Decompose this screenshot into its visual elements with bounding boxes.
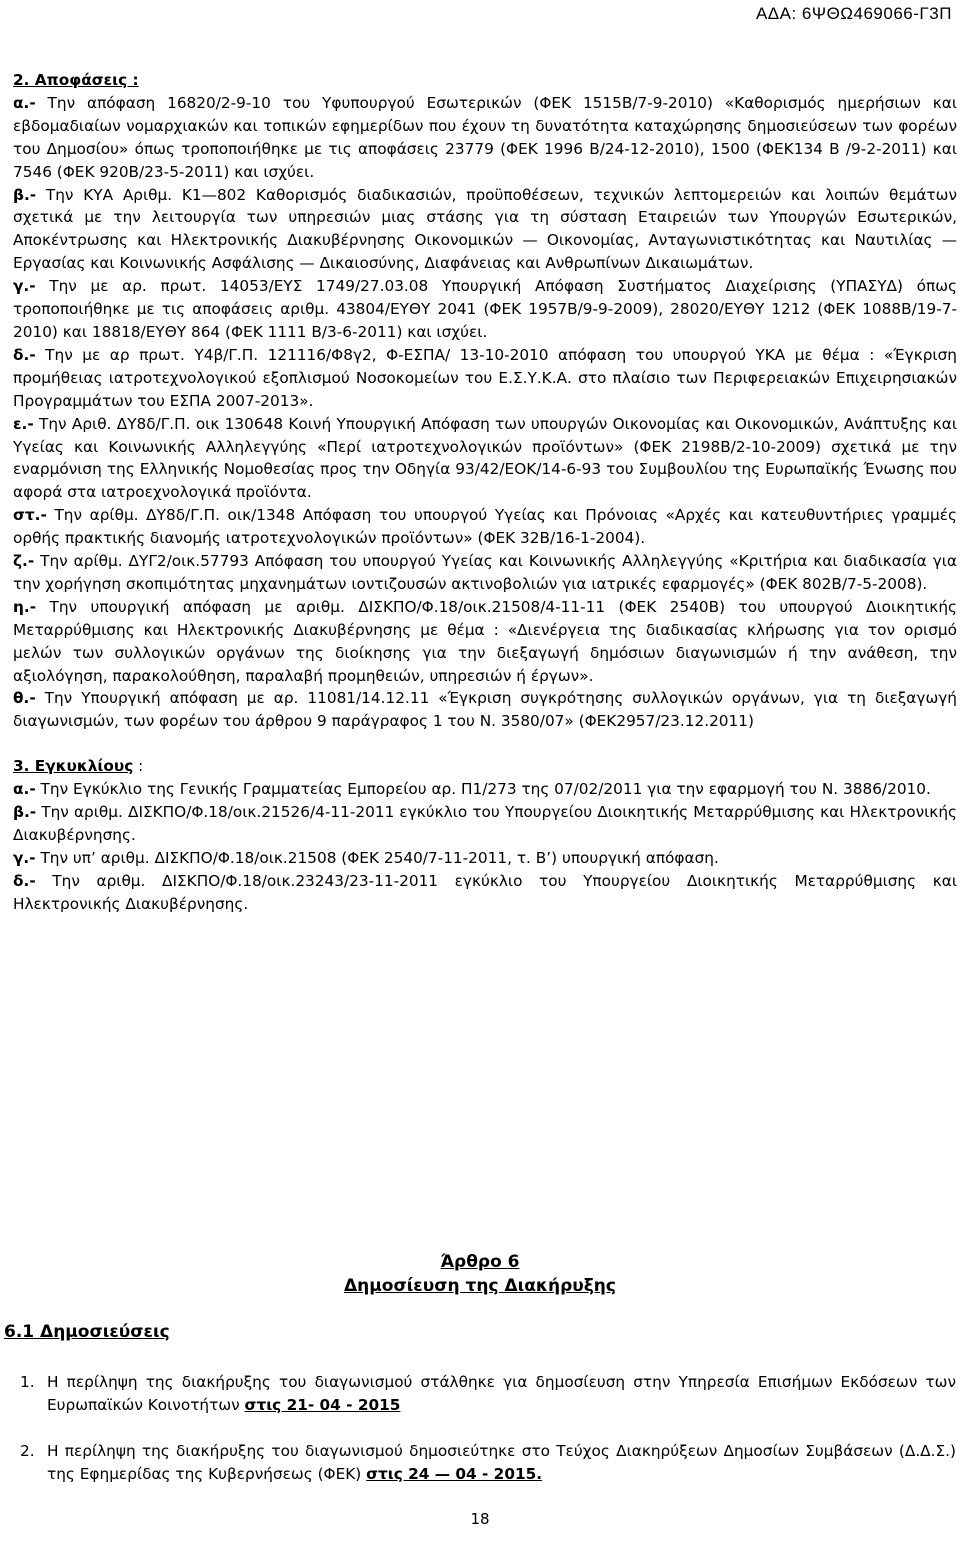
decision-st: στ.- Την αρίθμ. ΔΥ8δ/Γ.Π. οικ/1348 Απόφαση του υπουργού Υγείας και Πρόνοιας «Αρχές και κατευθυντήριες γραμμές ορθής πρακτικής διανομής ιατροτεχνολογικών προϊόντων» (ΦΕΚ 32Β/16-1-2004). [13, 506, 957, 548]
decision-e: ε.- Την Αριθ. ΔΥ8δ/Γ.Π. οικ 130648 Κοινή Υπουργική Απόφαση των υπουργών Οικονομίας και Οικονομικών, Ανάπτυξης και Υγείας και Κοινωνικής Αλληλεγγύης «Περί ιατροτεχνολογικών προϊόντων» (ΦΕΚ 2198Β/2-10-2009) σχετικά με την εναρμόνιση της Ελληνικής Νομοθεσίας προς την Οδηγία 93/42/ΕΟΚ/14-6-93 του Συμβουλίου της Ευρωπαϊκής Ένωσης που αφορά στα ιατροεχνολογικά προϊόντα. [13, 414, 957, 502]
decision-th: θ.- Την Υπουργική απόφαση με αρ. 11081/14.12.11 «Έγκριση συγκρότησης συλλογικών οργάνων, για τη διεξαγωγή διαγωνισμών, των φορέων του άρθρου 9 παράγραφος 1 του Ν. 3580/07» (ΦΕΚ2957/23.12.2011) [13, 689, 957, 731]
circular-a: α.- Την Εγκύκλιο της Γενικής Γραμματείας Εμπορείου αρ. Π1/273 της 07/02/2011 για την εφαρμογή του Ν. 3886/2010. [13, 780, 931, 799]
decision-d: δ.- Την με αρ πρωτ. Υ4β/Γ.Π. 121116/Φ8γ2, Φ-ΕΣΠΑ/ 13-10-2010 απόφαση του υπουργού ΥΚΑ με θέμα : «Έγκριση προμήθειας ιατροτεχνολογικού εξοπλισμού Νοσοκομείων του Ε.Σ.Υ.Κ.Α. στο πλαίσιο των Περιφερειακών Επιχειρησιακών Προγραμμάτων του ΕΣΠΑ 2007-2013». [13, 345, 957, 410]
publication-item-1 [20, 1371, 956, 1417]
decision-a: α.- Την απόφαση 16820/2-9-10 του Υφυπουργού Εσωτερικών (ΦΕΚ 1515Β/7-9-2010) «Καθορισμός ημερήσιων και εβδομαδιαίων νομαρχιακών και τοπικών εφημερίδων που έχουν τη δυνατότητα καταχώρησης δημοσιεύσεων των φορέων του Δημοσίου» όπως τροποποιήθηκε με τις αποφάσεις 23779 (ΦΕΚ 1996 Β/24-12-2010), 1500 (ΦΕΚ134 Β /9-2-2011) και 7546 (ΦΕΚ 920Β/23-5-2011) και ισχύει. [13, 93, 957, 181]
section-6-1-title: 6.1 Δημοσιεύσεις [4, 1322, 170, 1342]
decisions-heading: 2. Αποφάσεις : [13, 71, 139, 89]
decision-h: η.- Την υπουργική απόφαση με αριθμ. ΔΙΣΚΠΟ/Φ.18/οικ.21508/4-11-11 (ΦΕΚ 2540Β) του υπουργού Διοικητικής Μεταρρύθμισης και Ηλεκτρονικής Διακυβέρνησης με θέμα : «Διενέργεια της διαδικασίας κλήρωσης για τον ορισμό μελών των συλλογικών οργάνων της διοίκησης για την διεξαγωγή δημόσιων διαγωνισμών ή την ανάθεση, την αξιολόγηση, παρακολούθηση, παραλαβή προμηθειών, υπηρεσιών ή έργων». [13, 597, 957, 685]
article-title: Δημοσίευση της Διακήρυξης [344, 1276, 616, 1296]
circulars-heading: 3. Εγκυκλίους : [13, 757, 144, 776]
decision-b: β.- Την ΚΥΑ Αριθμ. Κ1—802 Καθορισμός διαδικασιών, προϋποθέσεων, τεχνικών λεπτομερειών και λοιπών θεμάτων σχετικά με την λειτουργία των υπηρεσιών μιας στάσης για τη σύσταση Εταιρειών των Υπουργών Εσωτερικών, Αποκέντρωσης και Ηλεκτρονικής Διακυβέρνησης Οικονομικών — Οικονομίας, Ανταγωνιστικότητας και Ναυτιλίας — Εργασίας και Κοινωνικής Ασφάλισης — Δικαιοσύνης, Διαφάνειας και Ανθρωπίνων Δικαιωμάτων. [13, 185, 957, 273]
publication-item-2 [20, 1440, 956, 1486]
circular-d: δ.- Την αριθμ. ΔΙΣΚΠΟ/Φ.18/οικ.23243/23-11-2011 εγκύκλιο του Υπουργείου Διοικητικής Μεταρρύθμισης και Ηλεκτρονικής Διακυβέρνησης. [13, 871, 957, 913]
item-date: στις 21- 04 - 2015 [244, 1396, 401, 1414]
page-number: 18 [470, 1510, 490, 1528]
item-number: 2. [20, 1442, 35, 1460]
item-text: Η περίληψη της διακήρυξης του διαγωνισμού στάλθηκε για δημοσίευση στην Υπηρεσία Επισήμων Εκδόσεων των Ευρωπαϊκών Κοινοτήτων στις 21- 04 - 2015 [47, 1373, 956, 1414]
item-number: 1. [20, 1373, 35, 1391]
decision-c: γ.- Την με αρ. πρωτ. 14053/ΕΥΣ 1749/27.03.08 Υπουργική Απόφαση Συστήματος Διαχείρισης (ΥΠΑΣΥΔ) όπως τροποποιήθηκε με τις αποφάσεις αριθμ. 43804/ΕΥΘΥ 2041 (ΦΕΚ 1957Β/9-9-2009), 28020/ΕΥΘΥ 1212 (ΦΕΚ 1088Β/19-7-2010) και 18818/ΕΥΘΥ 864 (ΦΕΚ 1111 Β/3-6-2011) και ισχύει. [13, 277, 957, 341]
circular-b: β.- Την αριθμ. ΔΙΣΚΠΟ/Φ.18/οικ.21526/4-11-2011 εγκύκλιο του Υπουργείου Διοικητικής Μεταρρύθμισης και Ηλεκτρονικής Διακυβέρνησης. [13, 803, 957, 844]
decision-z: ζ.- Την αρίθμ. ΔΥΓ2/οικ.57793 Απόφαση του υπουργού Υγείας και Κοινωνικής Αλληλεγγύης «Κριτήρια και διαδικασία για την χορήγηση σκοπιμότητας μηχανημάτων ιοντιζουσών ακτινοβολιών για ιατρικές εφαρμογές» (ΦΕΚ 802Β/7-5-2008). [13, 552, 957, 593]
decisions-and-circulars [13, 69, 957, 916]
item-text: Η περίληψη της διακήρυξης του διαγωνισμού δημοσιεύτηκε στο Τεύχος Διακηρύξεων Δημοσίων Συμβάσεων (Δ.Δ.Σ.) της Εφημερίδας της Κυβερνήσεως (ΦΕΚ) στις 24 — 04 - 2015. [47, 1442, 956, 1483]
ada-code: ΑΔΑ: 6ΨΘΩ469066-Γ3Π [755, 4, 952, 23]
circular-c: γ.- Την υπ’ αριθμ. ΔΙΣΚΠΟ/Φ.18/οικ.21508 (ΦΕΚ 2540/7-11-2011, τ. Β’) υπουργική απόφαση. [13, 848, 719, 867]
article-number: Άρθρο 6 [440, 1252, 520, 1272]
item-date: στις 24 — 04 - 2015. [366, 1465, 543, 1483]
